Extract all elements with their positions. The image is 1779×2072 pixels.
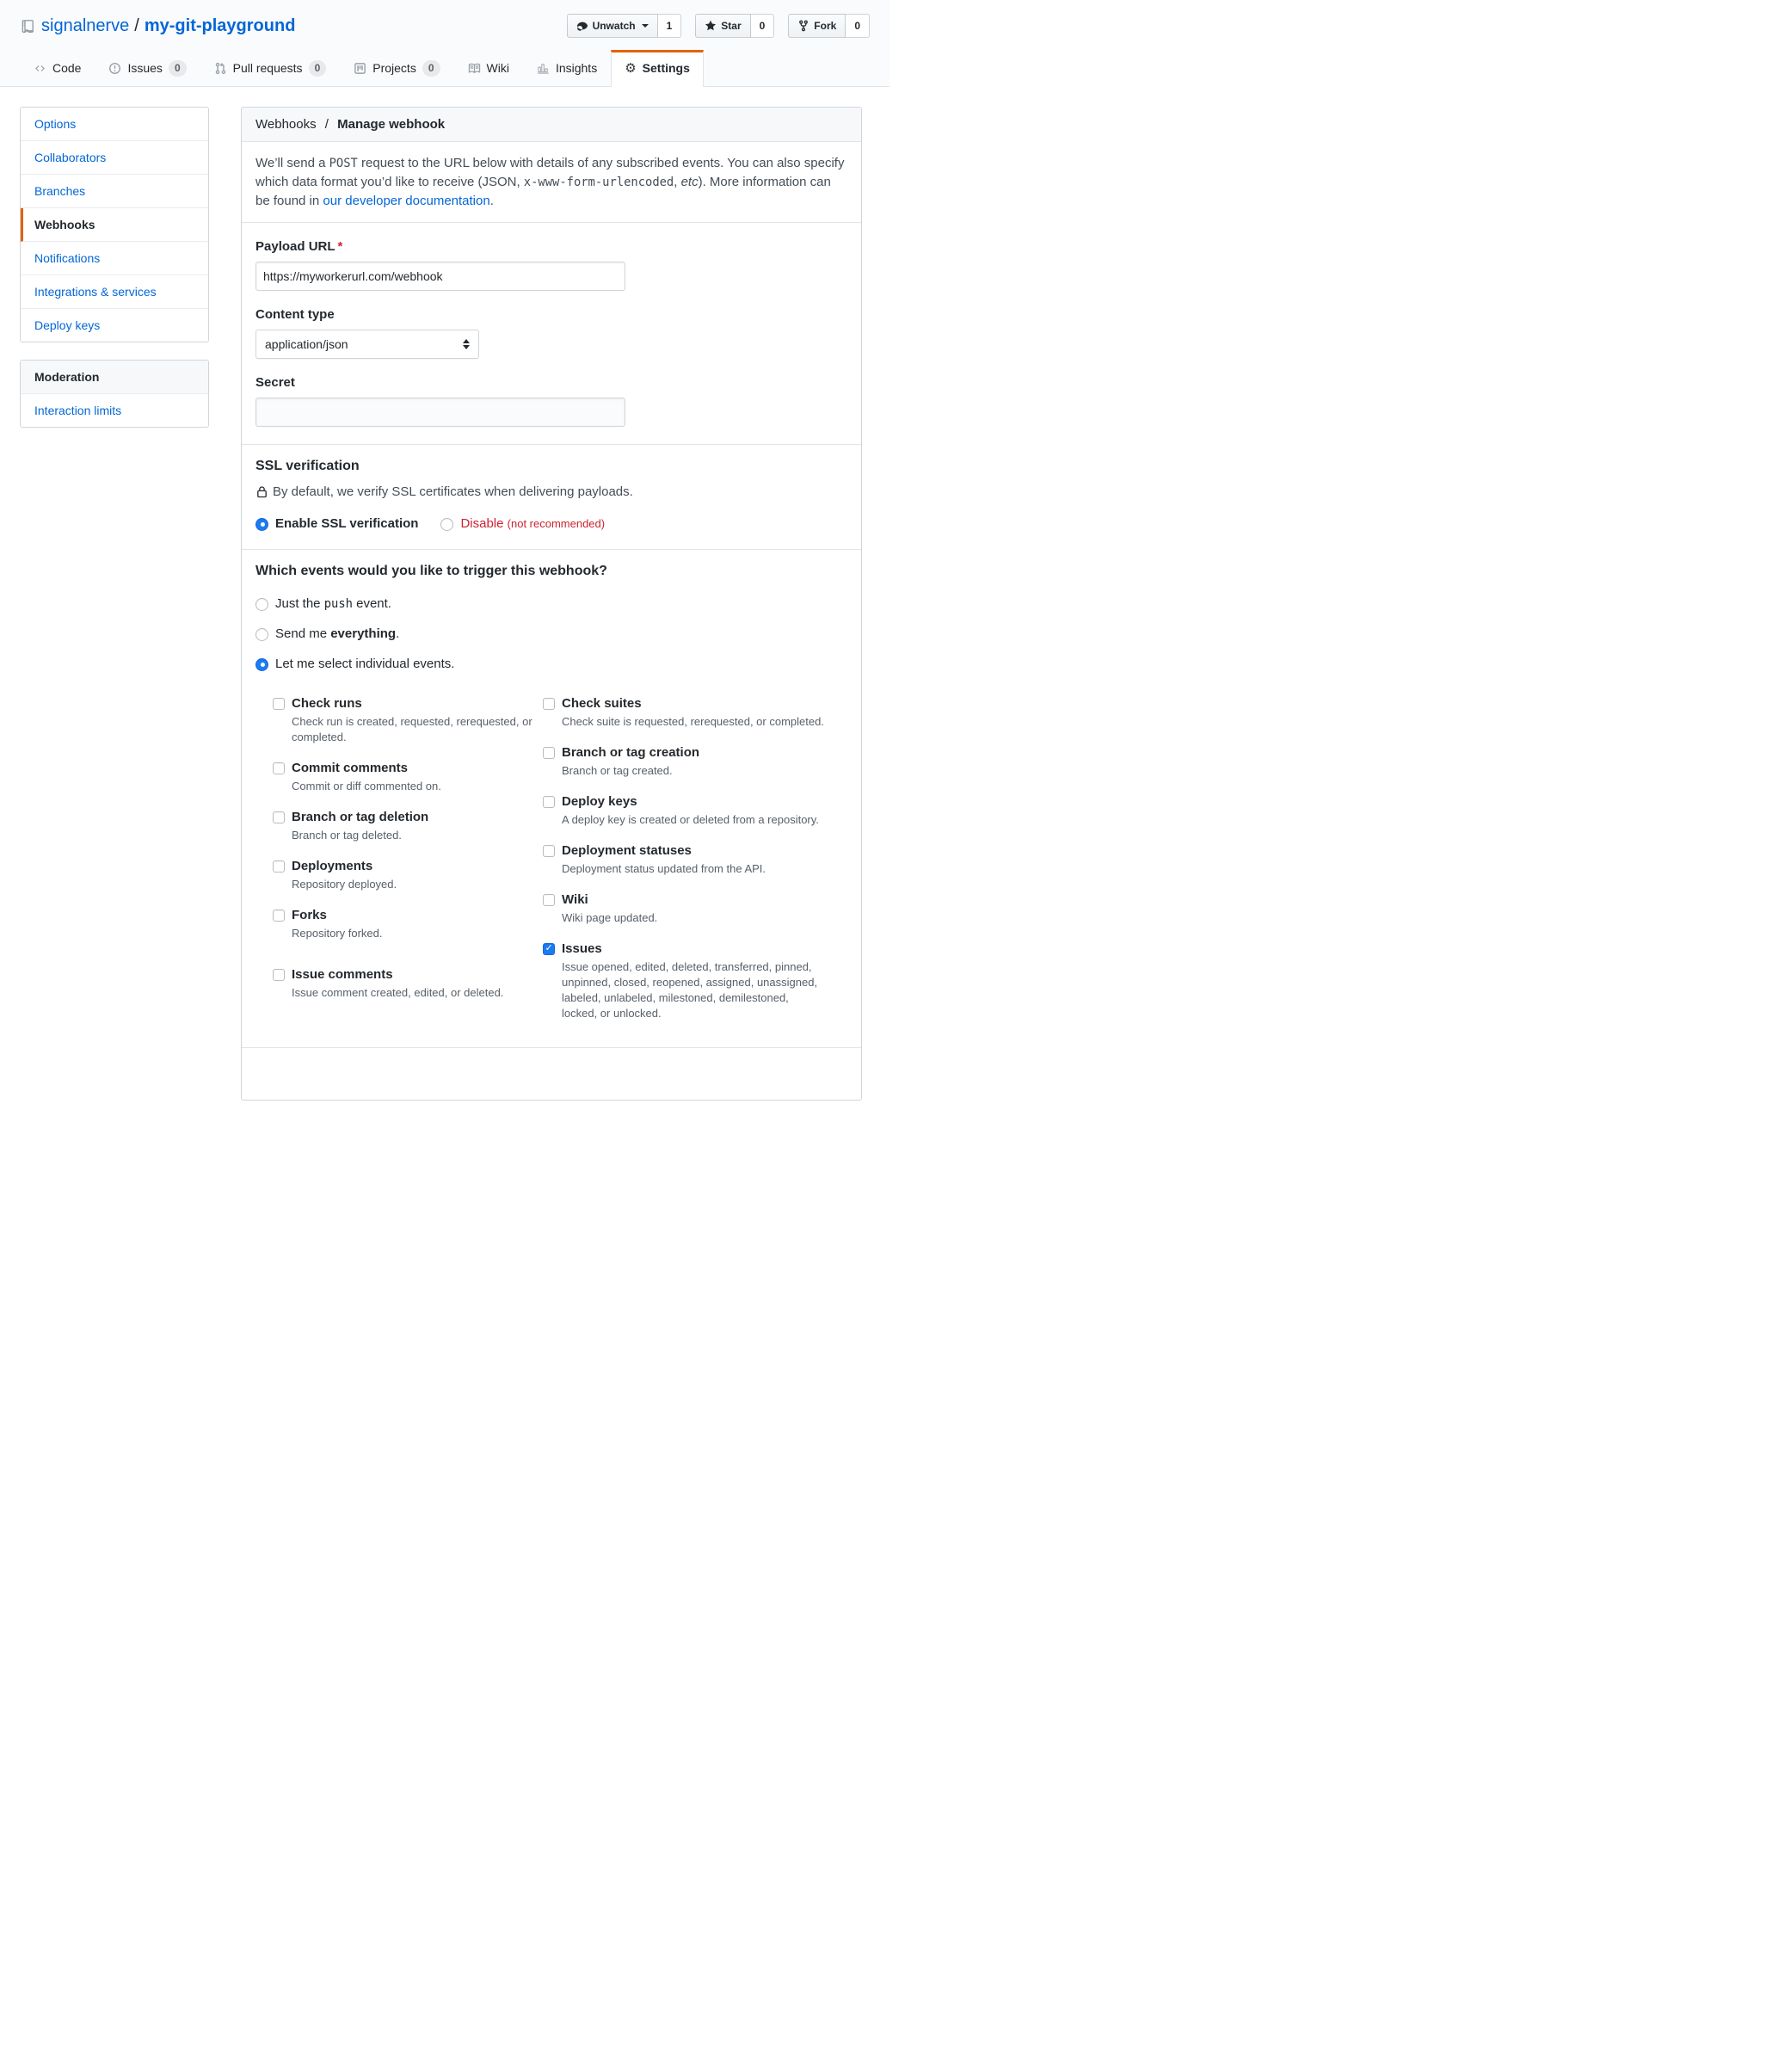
event-description: Check run is created, requested, rerequested, or completed. — [292, 715, 532, 743]
issues-counter: 0 — [169, 60, 187, 77]
deployments-checkbox[interactable] — [273, 860, 285, 873]
event-title: Wiki — [562, 892, 588, 907]
intro-part: . — [489, 194, 494, 208]
content-type-value: application/json — [265, 337, 348, 351]
repo-icon — [20, 19, 34, 34]
intro-code-urlencoded: x-www-form-urlencoded — [523, 176, 674, 189]
tab-code[interactable] — [20, 50, 95, 86]
tab-label: Code — [52, 61, 82, 75]
secret-label: Secret — [255, 375, 295, 390]
tab-label: Wiki — [486, 61, 509, 75]
wiki-book-icon — [468, 62, 481, 75]
event-title: Deployments — [292, 859, 373, 873]
breadcrumb-divider: / — [324, 117, 329, 132]
content-type-label: Content type — [255, 307, 335, 322]
event-description: Wiki page updated. — [562, 911, 658, 924]
event-issue-comments — [273, 965, 543, 1001]
event-title: Deploy keys — [562, 794, 637, 809]
event-check-runs — [273, 694, 543, 745]
commit-comments-checkbox[interactable] — [273, 762, 285, 774]
event-option-individual — [255, 655, 847, 674]
event-title: Issue comments — [292, 967, 393, 982]
event-description: Commit or diff commented on. — [292, 780, 441, 792]
check-suites-checkbox[interactable] — [543, 698, 555, 710]
issue-comments-checkbox[interactable] — [273, 969, 285, 981]
event-description: Issue comment created, edited, or deleted. — [292, 986, 504, 999]
tab-label: Projects — [372, 61, 416, 75]
event-description: Branch or tag created. — [562, 764, 673, 777]
payload-url-label: Payload URL * — [255, 239, 343, 254]
intro-part: , — [674, 175, 681, 189]
repo-owner-link[interactable]: signalnerve — [41, 16, 130, 35]
event-title: Branch or tag creation — [562, 745, 700, 760]
tab-label: Settings — [642, 61, 690, 75]
push-event-radio[interactable] — [255, 598, 268, 611]
moderation-menu — [20, 360, 209, 428]
intro-code-post: POST — [329, 157, 358, 170]
watch-count[interactable]: 1 — [658, 14, 682, 38]
events-section — [242, 550, 861, 1048]
tab-label: Issues — [127, 61, 163, 75]
issues-checkbox[interactable] — [543, 943, 555, 955]
disable-ssl-note: (not recommended) — [507, 517, 606, 530]
projects-icon — [354, 62, 366, 75]
event-option-push: Just the push event. — [255, 595, 847, 614]
event-title: Forks — [292, 908, 327, 922]
tab-issues[interactable] — [95, 50, 200, 86]
event-title: Commit comments — [292, 761, 409, 775]
fork-count[interactable]: 0 — [846, 14, 870, 38]
settings-sidebar — [20, 107, 209, 428]
graph-icon — [537, 62, 550, 75]
gear-icon: ⚙ — [625, 61, 637, 76]
watch-group — [567, 14, 682, 38]
fork-group — [788, 14, 870, 38]
branch-tag-deletion-checkbox[interactable] — [273, 811, 285, 823]
intro-etc: etc — [680, 175, 699, 189]
required-asterisk: * — [337, 239, 343, 254]
event-description: Branch or tag deleted. — [292, 829, 402, 842]
settings-menu — [20, 107, 209, 342]
repo-title — [20, 14, 295, 38]
event-forks — [273, 906, 543, 941]
page-header — [0, 0, 890, 87]
webhook-form-section — [242, 223, 861, 445]
sidebar-item-notifications[interactable]: Notifications — [21, 242, 208, 275]
intro-section — [242, 142, 861, 223]
sidebar-item-webhooks[interactable]: Webhooks — [21, 208, 208, 242]
code-icon — [34, 62, 46, 75]
caret-down-icon — [642, 24, 649, 31]
lock-icon — [255, 485, 268, 498]
star-button[interactable] — [695, 14, 750, 38]
event-check-suites — [543, 694, 827, 730]
event-commit-comments — [273, 759, 543, 794]
everything-radio[interactable] — [255, 628, 268, 641]
push-code: push — [323, 597, 353, 611]
event-title: Branch or tag deletion — [292, 810, 429, 824]
wiki-checkbox[interactable] — [543, 894, 555, 906]
tab-insights[interactable] — [523, 50, 611, 86]
sidebar-item-branches[interactable]: Branches — [21, 175, 208, 208]
fork-button[interactable] — [788, 14, 846, 38]
tab-projects[interactable] — [340, 50, 453, 86]
repo-actions — [567, 14, 870, 38]
unwatch-button[interactable] — [567, 14, 658, 38]
repo-separator: / — [134, 16, 139, 35]
event-description: Repository forked. — [292, 927, 383, 940]
event-wiki — [543, 891, 827, 926]
deploy-keys-checkbox[interactable] — [543, 796, 555, 808]
event-issues — [543, 940, 827, 1021]
tab-wiki[interactable] — [454, 50, 523, 86]
sidebar-item-collaborators[interactable]: Collaborators — [21, 141, 208, 175]
ssl-note — [255, 484, 847, 499]
event-branch-tag-deletion — [273, 808, 543, 843]
pull-requests-counter: 0 — [309, 60, 327, 77]
check-runs-checkbox[interactable] — [273, 698, 285, 710]
event-option-everything: Send me everything. — [255, 625, 847, 644]
event-branch-tag-creation — [543, 743, 827, 779]
ssl-note-text: By default, we verify SSL certificates when delivering payloads. — [273, 484, 633, 499]
event-title: Issues — [562, 941, 602, 956]
event-description: Repository deployed. — [292, 878, 397, 891]
deployment-statuses-checkbox[interactable] — [543, 845, 555, 857]
star-label: Star — [721, 20, 742, 32]
fork-label: Fork — [814, 20, 837, 32]
content-type-select[interactable] — [255, 330, 479, 359]
pull-request-icon — [214, 62, 227, 75]
individual-events-radio[interactable] — [255, 658, 268, 671]
event-title: Check suites — [562, 696, 642, 711]
sidebar-item-interaction-limits[interactable]: Interaction limits — [34, 404, 122, 417]
intro-text — [255, 154, 847, 210]
repo-nav — [20, 50, 870, 86]
intro-part: ). More information can be found in — [255, 175, 831, 208]
ssl-heading: SSL verification — [255, 459, 360, 473]
secret-input[interactable] — [255, 398, 625, 427]
enable-ssl-option — [255, 515, 418, 533]
tab-settings[interactable] — [611, 50, 704, 87]
star-group — [695, 14, 774, 38]
tab-label: Insights — [555, 61, 598, 75]
eye-icon — [576, 20, 588, 32]
select-caret-icon — [463, 339, 470, 349]
projects-counter: 0 — [422, 60, 440, 77]
event-deploy-keys — [543, 792, 827, 828]
intro-part: request to the URL below with details of any subscribed events. You can also specify which data format you’d like to receive (JSON, — [255, 156, 845, 189]
breadcrumb-webhooks-link[interactable]: Webhooks — [255, 117, 317, 132]
panel-continuation — [242, 1048, 861, 1100]
event-description: A deploy key is created or deleted from a repository. — [562, 813, 819, 826]
sidebar-item-integrations[interactable]: Integrations & services — [21, 275, 208, 309]
repo-name-link[interactable]: my-git-playground — [144, 16, 296, 35]
event-title: Check runs — [292, 696, 362, 711]
enable-ssl-radio[interactable] — [255, 518, 268, 531]
developer-documentation-link[interactable]: our developer documentation — [323, 194, 490, 208]
fork-icon — [797, 20, 809, 32]
manage-webhook-panel — [241, 107, 862, 1101]
issue-icon — [108, 62, 121, 75]
moderation-header: Moderation — [21, 361, 208, 394]
tab-label: Pull requests — [232, 61, 303, 75]
disable-ssl-label: Disable — [460, 516, 504, 531]
disable-ssl-radio[interactable] — [440, 518, 453, 531]
branch-tag-creation-checkbox[interactable] — [543, 747, 555, 759]
event-deployment-statuses — [543, 842, 827, 877]
breadcrumb-page: Manage webhook — [337, 117, 446, 132]
star-count[interactable]: 0 — [751, 14, 775, 38]
event-title: Deployment statuses — [562, 843, 692, 858]
payload-url-input[interactable] — [255, 262, 625, 291]
ssl-section — [242, 445, 861, 550]
tab-pull-requests[interactable] — [200, 50, 341, 86]
sidebar-item-deploy-keys[interactable]: Deploy keys — [34, 318, 101, 332]
intro-part: We’ll send a — [255, 156, 329, 170]
event-description: Deployment status updated from the API. — [562, 862, 766, 875]
individual-events-label: Let me select individual events. — [275, 657, 455, 671]
sidebar-item-options[interactable]: Options — [21, 108, 208, 141]
event-description: Issue opened, edited, deleted, transferred, pinned, unpinned, closed, reopened, assigned, unassigned, labeled, unlabeled, milestoned, demilestoned, locked, or unlocked. — [562, 960, 818, 1020]
star-icon — [705, 20, 717, 32]
breadcrumb — [242, 108, 861, 142]
event-deployments — [273, 857, 543, 892]
event-description: Check suite is requested, rerequested, or completed. — [562, 715, 824, 728]
forks-checkbox[interactable] — [273, 910, 285, 922]
enable-ssl-label: Enable SSL verification — [275, 516, 419, 531]
events-heading: Which events would you like to trigger this webhook? — [255, 564, 607, 578]
unwatch-label: Unwatch — [592, 20, 636, 32]
events-grid — [273, 694, 847, 1035]
disable-ssl-option — [440, 515, 605, 533]
